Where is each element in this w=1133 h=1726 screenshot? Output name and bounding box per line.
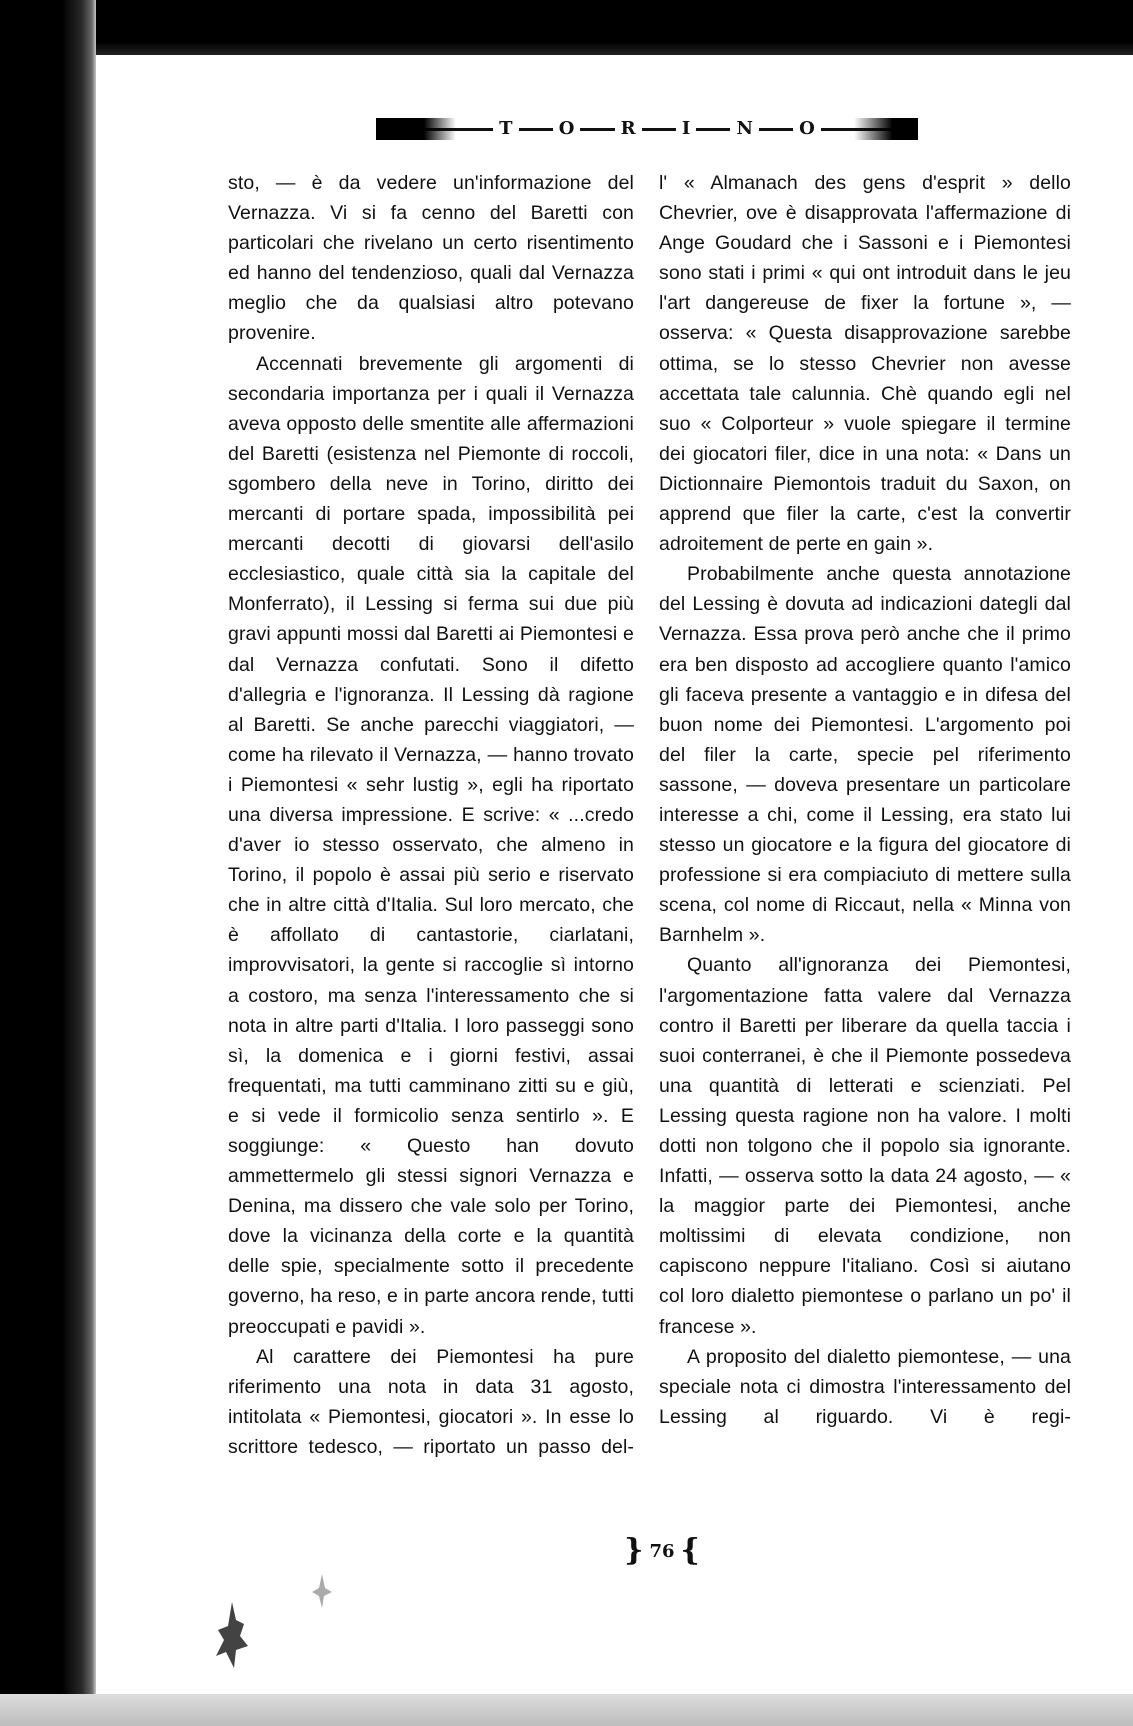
paragraph: Quanto all'ignoranza dei Piemontesi, l'argomentazione fatta valere dal Vernazza contro il Baretti per liberare da quella taccia i suoi conterranei, è che il Piemonte possedeva una quantità di letterati e scienziati. Pel Lessing questa ragione non ha valore. I molti dotti non tolgono che il popolo sia ignorante. Infatti, — osserva sotto la data 24 agosto, — « la maggior parte dei Piemontesi, anche moltissimi di elevata condizione, non capiscono neppure l'italiano. Così si aiutano col loro dialetto piemontese o parlano un po' il francese ». <box>659 954 1071 1338</box>
paragraph: Accennati brevemente gli argomenti di secondaria importanza per i quali il Vernazza aveva opposto delle smentite alle affermazioni del Baretti (esistenza nel Piemonte di roccoli, sgombero della neve in Torino, diritto dei mercanti di portare spada, impossibilità pei mercanti decotti di giovarsi dell'asilo ecclesiastico, quale città sia la capitale del Monferrato), il Lessing si ferma sui due più gravi appunti mossi dal Baretti ai Piemontesi e dal Vernazza confutati. Sono il difetto d'allegria e l'ignoranza. Il Lessing dà ragione al Baretti. Se anche parecchi viaggiatori, — come ha rilevato il Vernazza, — hanno trovato i Piemontesi « sehr lustig », egli ha riportato una diversa impressione. E scrive: « ...credo d'aver io stesso osservato, che almeno in Torino, il popolo è assai più serio e riservato che in altre città d'Italia. Sul loro mercato, che è affollato di cantastorie, ciarlatani, improvvisatori, la gente si raccoglie sì intorno a costoro, ma senza l'interessamento che si nota in altre parti d'Italia. I loro passeggi sono sì, la domenica e i giorni festivi, assai frequentati, ma tutti camminano zitti su e giù, e si vede il formicolio senza sentirlo ». E soggiunge: « Questo han dovuto ammettermelo gli stessi signori Vernazza e Denina, ma dissero che vale solo per Torino, dove la vicinanza della corte e la quantità delle spie, specialmente sotto il precedente governo, ha reso, e in parte ancora rende, tutti preoccupati e pavidi ». <box>228 352 634 1338</box>
paragraph: A proposito del dialetto piemontese, — una speciale nota ci dimostra l'interessamento del Lessing al riguardo. Vi è regi- <box>659 1345 1071 1428</box>
running-title-letter: N <box>730 120 758 138</box>
left-column <box>228 168 634 1462</box>
scan-dark-left-edge <box>0 0 96 1726</box>
running-title <box>476 118 838 140</box>
paragraph: Al carattere dei Piemontesi ha pure riferimento una nota in data 31 agosto, intitolata « Piemontesi, giocatori ». In esse lo scrittore tedesco, — riportato un passo del- <box>228 1345 634 1458</box>
folio-ornament-right: { <box>680 1533 700 1568</box>
running-title-letter: O <box>553 120 581 138</box>
paragraph: Probabilmente anche questa annotazione del Lessing è dovuta ad indicazioni dategli dal Vernazza. Essa prova però anche che il primo era ben disposto ad accogliere quanto l'amico gli faceva presente a vantaggio e in difesa del buon nome dei Piemontesi. L'argomento poi del filer la carte, specie pel riferimento sassone, — doveva presentare un particolare interesse a chi, come il Lessing, era stato lui stesso un giocatore e la figura del giocatore di professione si era compiaciuto di mettere sulla scena, col nome di Riccaut, nella « Minna von Barnhelm ». <box>659 563 1071 947</box>
running-header <box>376 118 918 140</box>
scan-dark-top-edge <box>0 0 1133 55</box>
running-title-letter: R <box>615 120 642 138</box>
running-title-letter: O <box>793 120 821 138</box>
ink-speck <box>308 1570 338 1610</box>
folio-ornament-left: } <box>624 1533 644 1568</box>
page-number <box>612 1533 712 1568</box>
ink-smudge <box>214 1600 254 1670</box>
paragraph: sto, — è da vedere un'informazione del Vernazza. Vi si fa cenno del Baretti con particolari che rivelano un certo risentimento ed hanno del tendenzioso, quali dal Vernazza meglio che da qualsiasi altro potevano provenire. <box>228 172 634 345</box>
right-column <box>659 168 1071 1432</box>
page-number-value: 76 <box>649 1540 675 1562</box>
running-title-letter: T <box>493 120 518 138</box>
paragraph: l' « Almanach des gens d'esprit » dello Chevrier, ove è disapprovata l'affermazione di Ange Goudard che i Sassoni e i Piemontesi sono stati i primi « qui ont introduit dans le jeu l'art dangereuse de fixer la fortune », — osserva: « Questa disapprovazione sarebbe ottima, se lo stesso Chevrier non avesse accettata tale calunnia. Chè quando egli nel suo « Colporteur » vuole spiegare il termine dei giocatori filer, dice in una nota: « Dans un Dictionnaire Piemontois traduit du Saxon, on apprend que filer la carte, c'est la convertir adroitement de perte en gain ». <box>659 172 1071 556</box>
running-title-letter: I <box>676 120 696 138</box>
header-ornament-left <box>376 118 456 140</box>
header-ornament-right <box>854 118 918 140</box>
scan-bottom-edge <box>0 1694 1133 1726</box>
